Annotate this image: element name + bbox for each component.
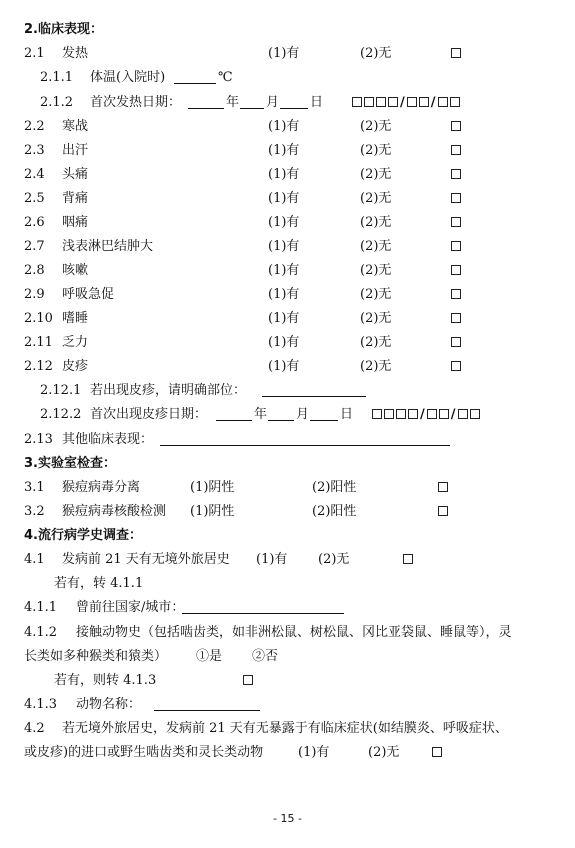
item-fatigue — [0, 333, 575, 353]
answer-checkbox[interactable] — [451, 265, 461, 275]
option-positive[interactable]: (2)阳性 — [312, 504, 357, 519]
item-cough — [0, 261, 575, 281]
item-number: 2.5 — [24, 191, 45, 206]
option-no[interactable]: ②否 — [252, 649, 279, 664]
option-no[interactable]: (2)无 — [360, 215, 392, 230]
day-blank[interactable] — [310, 420, 338, 421]
item-label: 咽痛 — [62, 215, 89, 230]
option-yes[interactable]: (1)有 — [256, 552, 288, 567]
section-3-heading: 3.实验室检查： — [24, 456, 116, 471]
item-shortness-of-breath — [0, 285, 575, 305]
month-label: 月 — [296, 407, 310, 422]
skip-note: 若有，转 4.1.1 — [54, 576, 144, 591]
item-exposure-line1 — [0, 719, 575, 739]
item-label: 背痛 — [62, 191, 89, 206]
answer-checkbox[interactable] — [451, 145, 461, 155]
item-travel-history — [0, 550, 575, 570]
option-no[interactable]: (2)无 — [360, 311, 392, 326]
item-number: 2.12.1 — [40, 383, 82, 398]
item-rash-date — [0, 405, 575, 425]
option-yes[interactable]: (1)有 — [268, 239, 300, 254]
option-no[interactable]: (2)无 — [360, 46, 392, 61]
day-label: 日 — [310, 95, 324, 110]
option-no[interactable]: (2)无 — [360, 119, 392, 134]
option-negative[interactable]: (1)阴性 — [190, 504, 235, 519]
item-question: 接触动物史（包括啮齿类，如非洲松鼠、树松鼠、冈比亚袋鼠、睡鼠等），灵 — [76, 625, 512, 640]
answer-checkbox[interactable] — [451, 361, 461, 371]
section-2-heading-row — [0, 20, 575, 40]
month-blank[interactable] — [240, 108, 264, 109]
year-label: 年 — [254, 407, 268, 422]
item-number: 3.2 — [24, 504, 45, 519]
rash-site-blank[interactable] — [262, 396, 366, 397]
item-number: 2.3 — [24, 143, 45, 158]
item-animal-contact-line1 — [0, 623, 575, 643]
answer-checkbox[interactable] — [451, 241, 461, 251]
answer-checkbox[interactable] — [432, 747, 442, 757]
temperature-unit: ℃ — [218, 70, 233, 85]
travel-note-row — [0, 574, 575, 594]
item-exposure-line2 — [0, 743, 575, 763]
item-sore-throat — [0, 213, 575, 233]
option-yes[interactable]: (1)有 — [268, 335, 300, 350]
answer-checkbox[interactable] — [438, 506, 448, 516]
option-no[interactable]: (2)无 — [360, 335, 392, 350]
section-2-heading: 2.临床表现： — [24, 22, 103, 37]
option-yes[interactable]: (1)有 — [268, 215, 300, 230]
item-label: 乏力 — [62, 335, 89, 350]
option-yes[interactable]: (1)有 — [268, 263, 300, 278]
item-label: 呼吸急促 — [62, 287, 115, 302]
item-chills — [0, 117, 575, 137]
item-animal-contact-line2 — [0, 647, 575, 667]
item-number: 2.1.2 — [40, 95, 74, 110]
option-positive[interactable]: (2)阳性 — [312, 480, 357, 495]
item-animal-name — [0, 695, 575, 715]
item-temperature — [0, 68, 575, 88]
item-lymph-nodes — [0, 237, 575, 257]
other-symptoms-blank[interactable] — [160, 445, 450, 446]
day-blank[interactable] — [280, 108, 308, 109]
item-question: 若无境外旅居史，发病前 21 天有无暴露于有临床症状(如结膜炎、呼吸症状、 — [62, 721, 508, 736]
item-number: 2.12 — [24, 359, 53, 374]
day-label: 日 — [340, 407, 354, 422]
countries-blank[interactable] — [182, 613, 344, 614]
option-no[interactable]: (2)无 — [360, 239, 392, 254]
answer-checkbox[interactable] — [451, 313, 461, 323]
item-label: 咳嗽 — [62, 263, 89, 278]
item-label: 发热 — [62, 46, 89, 61]
item-label: 头痛 — [62, 167, 89, 182]
date-code-boxes[interactable]: / / — [372, 405, 482, 425]
answer-checkbox[interactable] — [451, 48, 461, 58]
item-fever-date — [0, 93, 575, 113]
year-blank[interactable] — [216, 420, 252, 421]
item-label: 动物名称： — [76, 697, 142, 712]
answer-checkbox[interactable] — [451, 121, 461, 131]
item-label: 浅表淋巴结肿大 — [62, 239, 154, 254]
item-label: 嗜睡 — [62, 311, 89, 326]
option-yes[interactable]: (1)有 — [268, 119, 300, 134]
item-sweating — [0, 141, 575, 161]
skip-note: 若有，则转 4.1.3 — [54, 673, 157, 688]
item-number: 4.1.1 — [24, 600, 58, 615]
item-number: 2.8 — [24, 263, 45, 278]
option-yes[interactable]: (1)有 — [268, 287, 300, 302]
section-3-heading-row — [0, 454, 575, 474]
option-negative[interactable]: (1)阴性 — [190, 480, 235, 495]
item-label: 其他临床表现： — [62, 432, 154, 447]
option-no[interactable]: (2)无 — [368, 745, 400, 760]
section-4-heading: 4.流行病学史调查： — [24, 528, 142, 543]
item-number: 2.7 — [24, 239, 45, 254]
answer-checkbox[interactable] — [243, 675, 253, 685]
option-no[interactable]: (2)无 — [360, 263, 392, 278]
option-yes[interactable]: ①是 — [196, 649, 223, 664]
item-rash — [0, 357, 575, 377]
option-no[interactable]: (2)无 — [360, 359, 392, 374]
item-other-symptoms — [0, 430, 575, 450]
option-no[interactable]: (2)无 — [360, 191, 392, 206]
item-label: 首次出现皮疹日期： — [90, 407, 208, 422]
answer-checkbox[interactable] — [438, 482, 448, 492]
item-fever — [0, 44, 575, 64]
item-label: 寒战 — [62, 119, 89, 134]
month-label: 月 — [266, 95, 280, 110]
answer-checkbox[interactable] — [451, 289, 461, 299]
item-headache — [0, 165, 575, 185]
item-number: 2.1 — [24, 46, 45, 61]
item-countries-visited — [0, 598, 575, 618]
page-number: - 15 - — [273, 812, 302, 825]
item-question-cont: 或皮疹)的进口或野生啮齿类和灵长类动物 — [24, 745, 264, 760]
option-no[interactable]: (2)无 — [360, 167, 392, 182]
item-number: 2.11 — [24, 335, 53, 350]
item-label: 出汗 — [62, 143, 89, 158]
option-yes[interactable]: (1)有 — [268, 191, 300, 206]
item-question-cont: 长类如多种猴类和猿类） — [24, 649, 168, 664]
item-back-pain — [0, 189, 575, 209]
answer-checkbox[interactable] — [451, 193, 461, 203]
item-number: 2.10 — [24, 311, 53, 326]
item-number: 2.2 — [24, 119, 45, 134]
option-no[interactable]: (2)无 — [360, 287, 392, 302]
item-number: 2.1.1 — [40, 70, 74, 85]
option-yes[interactable]: (1)有 — [268, 143, 300, 158]
year-label: 年 — [226, 95, 240, 110]
item-number: 4.1.2 — [24, 625, 58, 640]
item-label: 体温(入院时) — [90, 70, 166, 85]
date-code-boxes[interactable]: / / — [352, 93, 462, 113]
item-number: 2.13 — [24, 432, 53, 447]
item-label: 猴痘病毒核酸检测 — [62, 504, 167, 519]
year-blank[interactable] — [188, 108, 224, 109]
month-blank[interactable] — [268, 420, 294, 421]
option-yes[interactable]: (1)有 — [268, 167, 300, 182]
item-number: 3.1 — [24, 480, 45, 495]
item-drowsiness — [0, 309, 575, 329]
item-label: 若出现皮疹，请明确部位： — [90, 383, 247, 398]
option-yes[interactable]: (1)有 — [268, 359, 300, 374]
item-rash-site — [0, 381, 575, 401]
animal-name-blank[interactable] — [154, 710, 260, 711]
option-yes[interactable]: (1)有 — [298, 745, 330, 760]
option-yes[interactable]: (1)有 — [268, 46, 300, 61]
item-nucleic-acid-test — [0, 502, 575, 522]
item-number: 2.4 — [24, 167, 45, 182]
option-no[interactable]: (2)无 — [360, 143, 392, 158]
option-no[interactable]: (2)无 — [318, 552, 350, 567]
item-virus-isolation — [0, 478, 575, 498]
animal-note-row — [0, 671, 575, 691]
temperature-blank[interactable] — [174, 83, 216, 84]
item-number: 2.9 — [24, 287, 45, 302]
answer-checkbox[interactable] — [451, 337, 461, 347]
item-number: 4.1 — [24, 552, 45, 567]
item-label: 首次发热日期： — [90, 95, 182, 110]
answer-checkbox[interactable] — [403, 554, 413, 564]
item-number: 2.6 — [24, 215, 45, 230]
item-number: 4.1.3 — [24, 697, 58, 712]
item-number: 4.2 — [24, 721, 45, 736]
section-4-heading-row — [0, 526, 575, 546]
answer-checkbox[interactable] — [451, 217, 461, 227]
option-yes[interactable]: (1)有 — [268, 311, 300, 326]
item-label: 皮疹 — [62, 359, 89, 374]
item-question: 发病前 21 天有无境外旅居史 — [62, 552, 230, 567]
item-label: 猴痘病毒分离 — [62, 480, 141, 495]
item-number: 2.12.2 — [40, 407, 82, 422]
answer-checkbox[interactable] — [451, 169, 461, 179]
item-label: 曾前往国家/城市： — [76, 600, 185, 615]
